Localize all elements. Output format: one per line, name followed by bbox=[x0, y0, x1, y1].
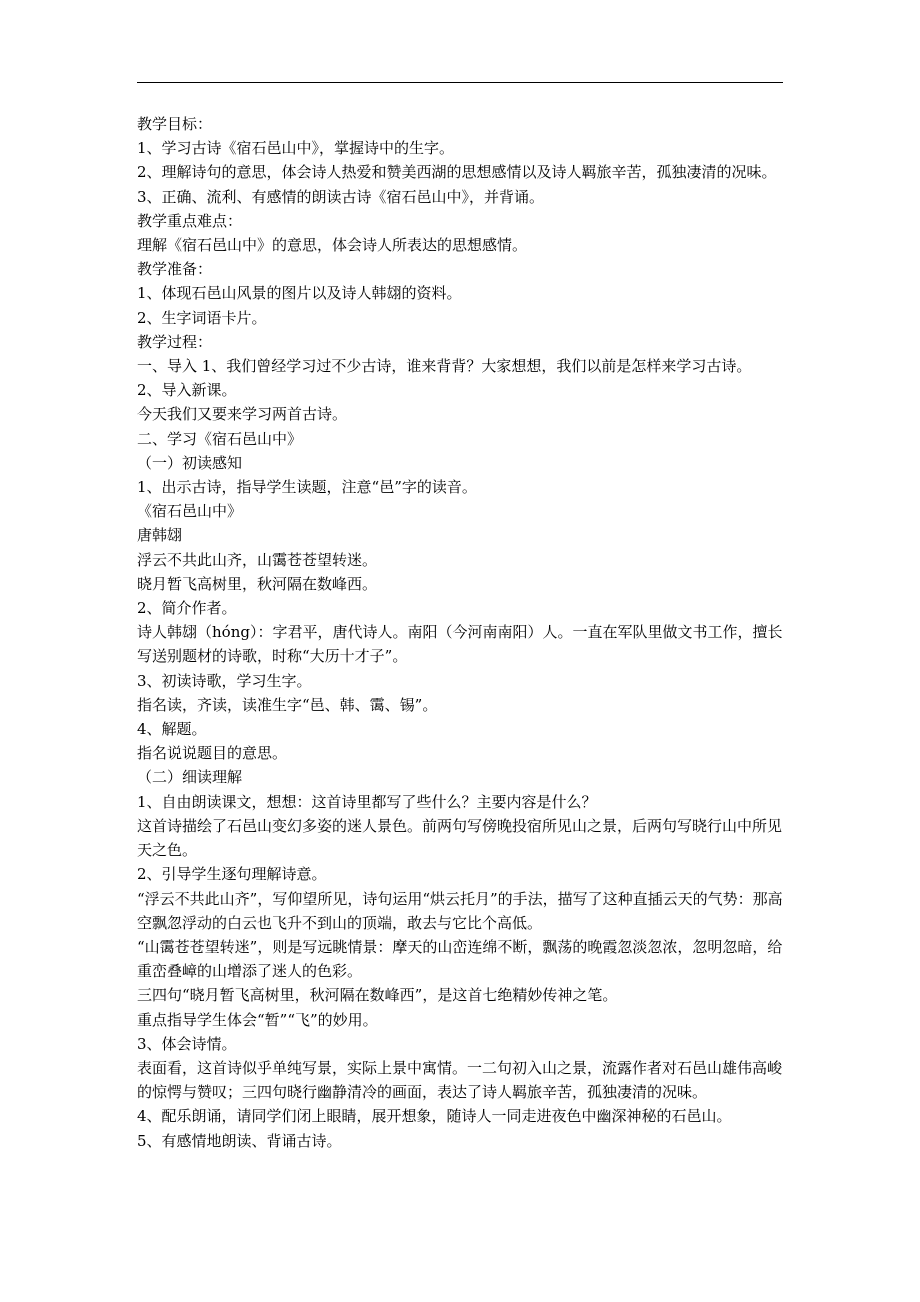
text-line: “浮云不共此山齐”，写仰望所见，诗句运用“烘云托月”的手法，描写了这种直插云天的气势：那高空飘忽浮动的白云也飞升不到山的顶端，敢去与它比个高低。 bbox=[137, 889, 783, 932]
text-line: 1、学习古诗《宿石邑山中》，掌握诗中的生字。 bbox=[137, 139, 455, 158]
text-line: 1、自由朗读课文，想想：这首诗里都写了些什么？主要内容是什么？ bbox=[137, 792, 597, 811]
text-line: 2、生字词语卡片。 bbox=[137, 308, 267, 327]
header-rule bbox=[137, 82, 783, 83]
text-line: （二）细读理解 bbox=[137, 768, 243, 787]
section-heading-objectives: 教学目标： bbox=[137, 115, 213, 133]
text-line: 2、理解诗句的意思，体会诗人热爱和赞美西湖的思想感情以及诗人羁旅辛苦，孤独凄清的况味。 bbox=[137, 163, 777, 182]
text-line: 4、配乐朗诵，请同学们闭上眼睛，展开想象，随诗人一同走进夜色中幽深神秘的石邑山。 bbox=[137, 1107, 732, 1126]
text-line: 这首诗描绘了石邑山变幻多姿的迷人景色。前两句写傍晚投宿所见山之景，后两句写晓行山中所见天之色。 bbox=[137, 816, 783, 860]
text-line: 3、初读诗歌，学习生字。 bbox=[137, 671, 312, 690]
text-line: 表面看，这首诗似乎单纯写景，实际上景中寓情。一二句初入山之景，流露作者对石邑山雄伟高峻的惊愕与赞叹；三四句晓行幽静清冷的画面，表达了诗人羁旅辛苦，孤独凄清的况味。 bbox=[137, 1058, 783, 1102]
section-heading-process: 教学过程： bbox=[137, 332, 213, 351]
poem-title: 《宿石邑山中》 bbox=[137, 502, 243, 521]
text-line: 3、正确、流利、有感情的朗读古诗《宿石邑山中》，并背诵。 bbox=[137, 187, 545, 206]
document-body bbox=[137, 112, 787, 1153]
text-line: 指名读，齐读，读准生字“邑、韩、霭、锡”。 bbox=[137, 695, 438, 714]
text-line: 1、出示古诗，指导学生读题，注意“邑”字的读音。 bbox=[137, 478, 477, 497]
text-line: 理解《宿石邑山中》的意思，体会诗人所表达的思想感情。 bbox=[137, 236, 528, 255]
text-line: 诗人韩翃（hóng）：字君平，唐代诗人。南阳（今河南南阳）人。一直在军队里做文书工作，擅长写送别题材的诗歌，时称“大历十才子”。 bbox=[137, 623, 783, 666]
text-line: 一、导入 1、我们曾经学习过不少古诗，谁来背背？大家想想，我们以前是怎样来学习古诗。 bbox=[137, 357, 752, 376]
text-line: “山霭苍苍望转迷”，则是写远眺情景：摩天的山峦连绵不断，飘荡的晚霞忽淡忽浓，忽明忽暗，给重峦叠嶂的山增添了迷人的色彩。 bbox=[137, 937, 783, 981]
poem-line: 晓月暂飞高树里，秋河隔在数峰西。 bbox=[137, 574, 378, 593]
poem-author: 唐韩翃 bbox=[137, 526, 183, 545]
text-line: 三四句“晓月暂飞高树里，秋河隔在数峰西”，是这首七绝精妙传神之笔。 bbox=[137, 986, 618, 1005]
text-line: 5、有感情地朗读、背诵古诗。 bbox=[137, 1131, 342, 1150]
text-line: 今天我们又要来学习两首古诗。 bbox=[137, 405, 348, 424]
poem-line: 浮云不共此山齐，山霭苍苍望转迷。 bbox=[137, 550, 378, 569]
text-line: 2、简介作者。 bbox=[137, 599, 237, 618]
text-line: 3、体会诗情。 bbox=[137, 1034, 237, 1053]
text-line: 1、体现石邑山风景的图片以及诗人韩翃的资料。 bbox=[137, 284, 462, 303]
text-line: （一）初读感知 bbox=[137, 453, 243, 472]
section-heading-key-points: 教学重点难点： bbox=[137, 211, 243, 230]
text-line: 重点指导学生体会“暂”“飞”的妙用。 bbox=[137, 1010, 378, 1029]
text-line: 二、学习《宿石邑山中》 bbox=[137, 429, 303, 448]
text-line: 4、解题。 bbox=[137, 720, 207, 739]
text-line: 2、导入新课。 bbox=[137, 381, 237, 400]
text-line: 指名说说题目的意思。 bbox=[137, 744, 288, 763]
text-line: 2、引导学生逐句理解诗意。 bbox=[137, 865, 327, 884]
section-heading-preparation: 教学准备： bbox=[137, 260, 213, 279]
